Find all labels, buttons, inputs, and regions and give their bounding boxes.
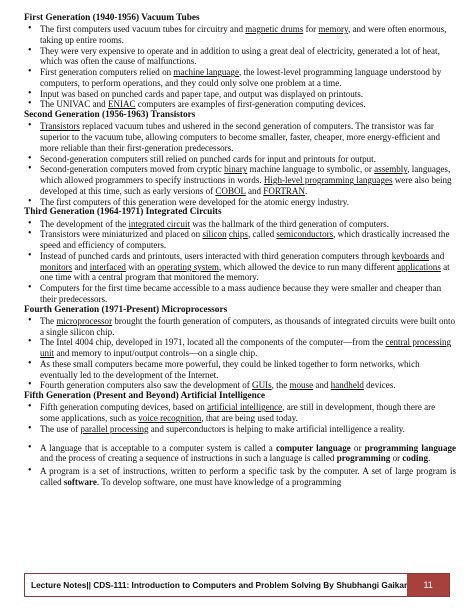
text-run: Second-generation computers still relied on punched cards for input and printouts for output. bbox=[40, 153, 376, 164]
bullet-item bbox=[24, 229, 456, 251]
text-run: and the process of creating a sequence of instructions in such a language is called bbox=[40, 453, 337, 464]
term-link[interactable]: silicon bbox=[202, 229, 227, 240]
term-link[interactable]: handheld bbox=[330, 380, 364, 391]
text-run: were also being developed at this time, such as early versions of bbox=[40, 175, 452, 196]
text-run: The development of the bbox=[40, 218, 129, 229]
document-body bbox=[24, 13, 456, 488]
text-run: and memory to input/output controls—on a single chip. bbox=[54, 348, 258, 359]
term-link[interactable]: chips bbox=[228, 229, 248, 240]
bold-term: programming language bbox=[364, 442, 457, 453]
term-link[interactable]: keyboards bbox=[391, 250, 429, 261]
text-run: Input was based on punched cards and paper tape, and output was displayed on printouts. bbox=[40, 88, 364, 99]
text-run: Fourth generation computers also saw the development of bbox=[40, 380, 253, 391]
text-run: , the bbox=[271, 380, 290, 391]
text-run: Transistors were miniaturized and placed on bbox=[40, 229, 203, 240]
term-link[interactable]: interfaced bbox=[89, 261, 126, 272]
bullet-item bbox=[24, 402, 456, 424]
term-link[interactable]: parallel processing bbox=[80, 423, 149, 434]
bullet-item bbox=[24, 443, 456, 465]
bullet-item bbox=[24, 67, 456, 89]
text-run: . To develop software, one must have knowledge of a programming bbox=[96, 476, 342, 487]
term-link[interactable]: voice recognition bbox=[138, 413, 202, 424]
text-run: , are still in development, though there are some applications, such as bbox=[40, 402, 436, 424]
text-run: brought the fourth generation of computers, as thousands of integrated circuits were built onto a single silicon chip. bbox=[40, 315, 456, 337]
text-run: . bbox=[304, 185, 308, 196]
bullet-item bbox=[24, 283, 456, 305]
term-link[interactable]: COBOL bbox=[215, 185, 246, 196]
text-run: , which drastically increased the speed and efficiency of computers. bbox=[40, 229, 450, 251]
text-run: The first computers used vacuum tubes for circuitry and bbox=[40, 24, 246, 35]
bullet-item bbox=[24, 197, 456, 208]
bullet-item bbox=[24, 46, 456, 68]
bullet-item bbox=[24, 154, 456, 165]
term-link[interactable]: semiconductors bbox=[276, 229, 334, 240]
text-run: They were very expensive to operate and in addition to using a great deal of electricity, generated a lot of heat, which was often the cause of malfunctions. bbox=[40, 45, 440, 67]
section-heading: First Generation (1940-1956) Vacuum Tubes bbox=[24, 13, 200, 23]
text-run: or bbox=[350, 442, 365, 453]
text-run: and bbox=[313, 380, 331, 391]
term-link[interactable]: monitors bbox=[40, 261, 73, 272]
bold-term: software bbox=[63, 476, 97, 487]
footer-text: Lecture Notes|| CDS-111: Introduction to Computers and Problem Solving By Shubhangi Gaikar bbox=[31, 580, 408, 590]
text-run: replaced vacuum tubes and ushered in the second generation of computers. The transistor was far superior to the vacuum tube, allowing computers to become smaller, faster, cheaper, more energy-efficient and more reliable than their first-generation predecessors. bbox=[40, 121, 441, 153]
term-link[interactable]: machine language bbox=[173, 67, 239, 78]
bold-term: computer language bbox=[275, 442, 351, 453]
term-link[interactable]: applications bbox=[397, 261, 441, 272]
text-run: and bbox=[72, 261, 90, 272]
term-link[interactable]: Transistors bbox=[40, 121, 80, 132]
bullet-item bbox=[24, 424, 456, 435]
term-link[interactable]: mouse bbox=[289, 380, 314, 391]
section-heading: Second Generation (1956-1963) Transistors bbox=[24, 110, 196, 121]
text-run: and bbox=[428, 250, 445, 261]
bullet-item bbox=[24, 24, 456, 46]
text-run: Second-generation computers moved from cryptic bbox=[40, 164, 225, 175]
section-bullet-list bbox=[24, 121, 456, 207]
term-link[interactable]: microprocessor bbox=[56, 315, 113, 326]
text-run: , which allowed the device to run many different bbox=[218, 261, 398, 272]
text-run: The bbox=[40, 315, 57, 326]
term-link[interactable]: ENIAC bbox=[107, 99, 136, 110]
text-run: , the lowest-level programming language understood by computers, to perform operations, and they could only solve one problem at a time. bbox=[40, 67, 442, 88]
section-bullet-list bbox=[24, 24, 456, 110]
text-run: As these small computers became more powerful, they could be linked together to form networks, which eventually led to the development of the Internet. bbox=[40, 358, 420, 380]
text-run: with an bbox=[125, 261, 158, 272]
term-link[interactable]: GUIs bbox=[252, 380, 272, 391]
term-link[interactable]: memory bbox=[318, 24, 348, 35]
text-run: or bbox=[390, 453, 403, 464]
bottom-bullet-list bbox=[24, 443, 456, 488]
text-run: at one time with a central program that monitored the memory. bbox=[40, 261, 450, 283]
bullet-item bbox=[24, 466, 456, 488]
term-link[interactable]: magnetic drums bbox=[245, 24, 304, 35]
page-footer bbox=[24, 573, 450, 597]
text-run: Fifth generation computing devices, based on bbox=[40, 402, 208, 413]
section-bullet-list bbox=[24, 402, 456, 434]
bullet-item bbox=[24, 380, 456, 391]
bullet-item bbox=[24, 337, 456, 359]
text-run: machine language to symbolic, or bbox=[247, 164, 375, 175]
bullet-item bbox=[24, 99, 456, 110]
bullet-item bbox=[24, 251, 456, 283]
bold-term: coding bbox=[402, 453, 429, 464]
bullet-item bbox=[24, 359, 456, 381]
term-link[interactable]: operating system bbox=[157, 261, 219, 272]
text-run: The first computers of this generation were developed for the atomic energy industry. bbox=[40, 196, 350, 207]
term-link[interactable]: FORTRAN bbox=[263, 185, 305, 196]
section-bullet-list bbox=[24, 219, 456, 305]
text-run: , that are being used today. bbox=[201, 413, 298, 424]
text-run: . bbox=[428, 453, 431, 464]
text-run: The use of bbox=[40, 423, 81, 434]
bullet-item bbox=[24, 121, 456, 153]
text-run: and superconductors is helping to make artificial intelligence a reality. bbox=[148, 423, 405, 434]
text-run: devices. bbox=[363, 380, 396, 391]
section-bullet-list bbox=[24, 316, 456, 391]
bullet-item bbox=[24, 89, 456, 100]
section-heading: Fourth Generation (1971-Present) Microprocessors bbox=[24, 304, 228, 315]
text-run: Computers for the first time became accessible to a mass audience because they were smaller and cheaper than their predecessors. bbox=[40, 283, 442, 304]
term-link[interactable]: assembly bbox=[374, 164, 408, 175]
section-heading: Fifth Generation (Present and Beyond) Artificial Intelligence bbox=[24, 391, 266, 402]
term-link[interactable]: integrated circuit bbox=[128, 218, 190, 229]
term-link[interactable]: artificial intelligence bbox=[207, 402, 283, 413]
term-link[interactable]: central processing unit bbox=[40, 337, 452, 359]
bullet-item bbox=[24, 316, 456, 338]
text-run: for bbox=[303, 24, 319, 35]
text-run: A program is a set of instructions, written to perform a specific task by the computer. A set of large program is called bbox=[40, 466, 456, 487]
text-run: , languages, which allowed programmers to specify instructions in words. bbox=[40, 164, 451, 186]
text-run: and bbox=[245, 185, 264, 196]
text-run: computers are examples of first-generation computing devices. bbox=[135, 99, 366, 110]
bullet-item bbox=[24, 219, 456, 230]
text-run: , and were often enormous, taking up entire rooms. bbox=[40, 24, 447, 45]
text-run: Instead of punched cards and printouts, users interacted with third generation computers through bbox=[40, 250, 392, 261]
text-run: A language that is acceptable to a computer system is called a bbox=[40, 442, 276, 453]
term-link[interactable]: binary bbox=[224, 164, 248, 175]
page-number: 11 bbox=[407, 574, 449, 596]
text-run: was the hallmark of the third generation of computers. bbox=[189, 218, 389, 229]
section-heading: Third Generation (1964-1971) Integrated Circuits bbox=[24, 207, 222, 218]
term-link[interactable]: High-level programming languages bbox=[263, 175, 393, 186]
text-run: First generation computers relied on bbox=[40, 67, 174, 78]
text-run: The Intel 4004 chip, developed in 1971, located all the components of the computer—from the bbox=[40, 337, 386, 348]
generation-sections bbox=[24, 13, 456, 435]
bullet-item bbox=[24, 164, 456, 196]
text-run: , called bbox=[247, 229, 277, 240]
bold-term: programming bbox=[336, 453, 391, 464]
text-run: The UNIVAC and bbox=[40, 99, 108, 110]
